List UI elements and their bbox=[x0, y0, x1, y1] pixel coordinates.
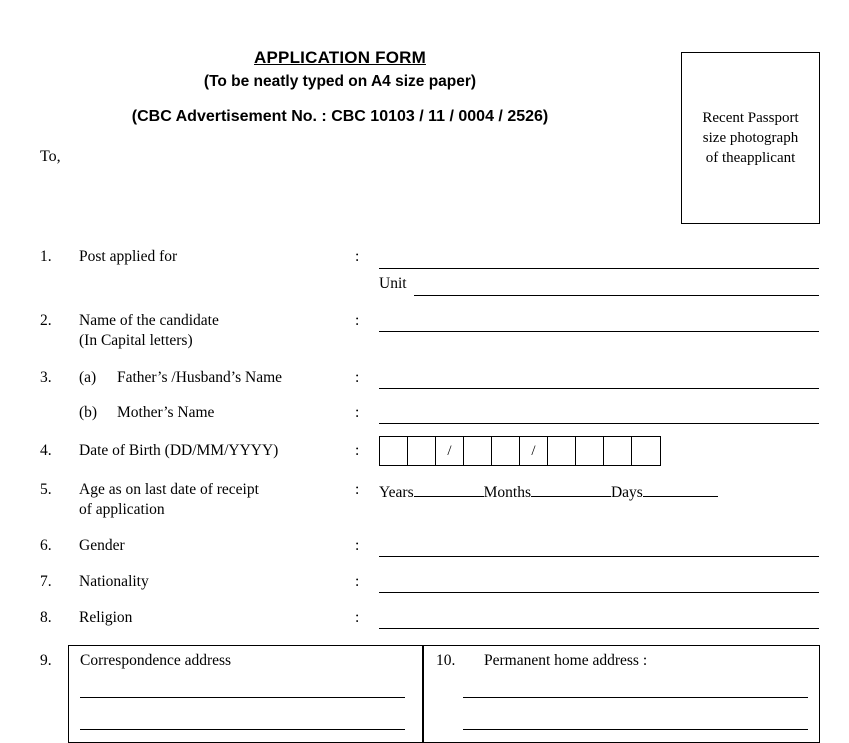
field-number-8: 8. bbox=[40, 609, 52, 626]
field-label-date-of-birth: Date of Birth (DD/MM/YYYY) bbox=[79, 442, 279, 459]
field-marker-3a: (a) bbox=[79, 369, 97, 386]
field-input-candidate-name[interactable] bbox=[379, 331, 819, 332]
field-label-unit: Unit bbox=[379, 275, 407, 292]
field-colon-4: : bbox=[355, 442, 360, 459]
dob-cell-yyyy3[interactable] bbox=[604, 437, 632, 465]
field-colon-2: : bbox=[355, 312, 360, 329]
field-number-1: 1. bbox=[40, 248, 52, 265]
photo-placeholder-box bbox=[681, 52, 820, 224]
dob-cell-mm2[interactable] bbox=[492, 437, 520, 465]
age-days-label: Days bbox=[610, 484, 643, 501]
field-label-nationality: Nationality bbox=[79, 573, 149, 590]
field-input-religion[interactable] bbox=[379, 628, 819, 629]
field-input-gender[interactable] bbox=[379, 556, 819, 557]
form-header bbox=[0, 48, 680, 126]
to-label: To, bbox=[40, 148, 61, 165]
field-colon-8: : bbox=[355, 609, 360, 626]
field-input-mother-name[interactable] bbox=[379, 423, 819, 424]
age-days-input[interactable] bbox=[643, 481, 718, 497]
permanent-address-line-2[interactable] bbox=[463, 729, 808, 730]
correspondence-address-line-1[interactable] bbox=[80, 697, 405, 698]
field-colon-7: : bbox=[355, 573, 360, 590]
dob-cell-dd2[interactable] bbox=[408, 437, 436, 465]
photo-line-2: size photograph bbox=[702, 129, 799, 146]
field-input-unit[interactable] bbox=[414, 295, 819, 296]
dob-cell-dd1[interactable] bbox=[380, 437, 408, 465]
field-label-mother-name: Mother’s Name bbox=[117, 404, 215, 421]
field-colon-6: : bbox=[355, 537, 360, 554]
field-label-gender: Gender bbox=[79, 537, 125, 554]
dob-cell-mm1[interactable] bbox=[464, 437, 492, 465]
field-label-father-husband-name: Father’s /Husband’s Name bbox=[117, 369, 283, 386]
field-sublabel-of-application: of application bbox=[79, 501, 165, 518]
age-years-label: Years bbox=[379, 484, 414, 501]
field-colon-3b: : bbox=[355, 404, 360, 421]
date-of-birth-boxes[interactable] bbox=[379, 436, 661, 466]
field-marker-3b: (b) bbox=[79, 404, 98, 421]
correspondence-address-line-2[interactable] bbox=[80, 729, 405, 730]
dob-cell-yyyy1[interactable] bbox=[548, 437, 576, 465]
field-label-correspondence-address: Correspondence address bbox=[80, 652, 232, 669]
field-label-candidate-name: Name of the candidate bbox=[79, 312, 219, 329]
photo-line-3: of theapplicant bbox=[705, 150, 796, 167]
field-number-5: 5. bbox=[40, 481, 52, 498]
field-label-age: Age as on last date of receipt bbox=[79, 481, 259, 498]
field-label-religion: Religion bbox=[79, 609, 133, 626]
dob-cell-yyyy2[interactable] bbox=[576, 437, 604, 465]
age-years-input[interactable] bbox=[414, 481, 484, 497]
page-title: APPLICATION FORM bbox=[254, 48, 426, 67]
age-months-input[interactable] bbox=[531, 481, 611, 497]
dob-separator-1: / bbox=[436, 437, 464, 465]
field-number-9: 9. bbox=[40, 652, 52, 669]
form-subtitle: (To be neatly typed on A4 size paper) bbox=[203, 73, 477, 90]
field-input-post-applied-for[interactable] bbox=[379, 268, 819, 269]
age-months-label: Months bbox=[483, 484, 531, 501]
advertisement-number: (CBC Advertisement No. : CBC 10103 / 11 / 0004 / 2526) bbox=[131, 108, 549, 125]
field-colon-5: : bbox=[355, 481, 360, 498]
field-number-4: 4. bbox=[40, 442, 52, 459]
dob-separator-2: / bbox=[520, 437, 548, 465]
field-label-permanent-address: Permanent home address : bbox=[484, 652, 648, 669]
permanent-address-line-1[interactable] bbox=[463, 697, 808, 698]
photo-line-1: Recent Passport bbox=[702, 109, 799, 126]
field-label-post-applied-for: Post applied for bbox=[79, 248, 178, 265]
field-sublabel-capital-letters: (In Capital letters) bbox=[79, 332, 193, 349]
dob-cell-yyyy4[interactable] bbox=[632, 437, 660, 465]
field-input-father-husband-name[interactable] bbox=[379, 388, 819, 389]
field-number-7: 7. bbox=[40, 573, 52, 590]
field-input-nationality[interactable] bbox=[379, 592, 819, 593]
field-number-3: 3. bbox=[40, 369, 52, 386]
field-number-6: 6. bbox=[40, 537, 52, 554]
field-number-2: 2. bbox=[40, 312, 52, 329]
field-colon-1: : bbox=[355, 248, 360, 265]
age-input-row bbox=[379, 481, 718, 502]
field-colon-3a: : bbox=[355, 369, 360, 386]
field-number-10: 10. bbox=[436, 652, 456, 669]
